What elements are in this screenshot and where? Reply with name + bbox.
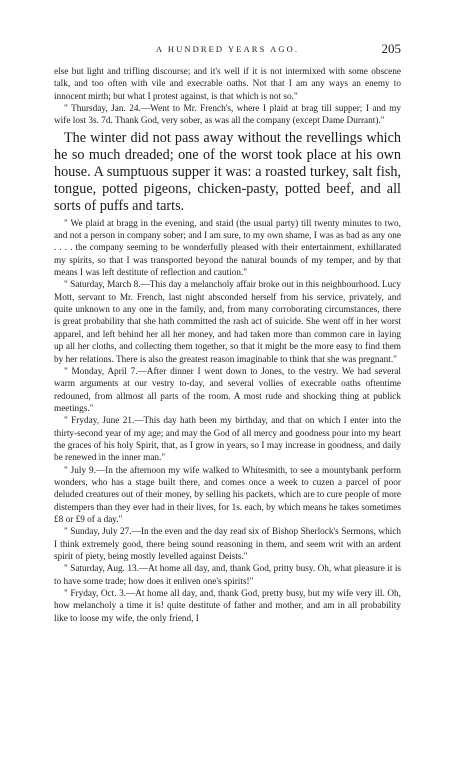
narrative-section [54, 130, 401, 215]
page-number: 205 [381, 41, 401, 56]
page-header [54, 41, 401, 58]
diary-excerpts-bottom [54, 218, 401, 625]
diary-paragraph: " Thursday, Jan. 24.—Went to Mr. French's, where I plaid at brag till supper; I and my wife lost 3s. 7d. Thank God, very sober, as was all the company (except Dame Durrant)." [54, 104, 401, 127]
diary-paragraph: " Monday, April 7.—After dinner I went down to Jones, to the vestry. We had several warm arguments at our vestry to-day, and several vollies of execrable oaths oftentime redouned, from allmost all parts of the room. A most rude and shocking thing at publick meetings." [54, 366, 401, 414]
diary-paragraph: else but light and trifling discourse; and it's well if it is not intermixed with some obscene talk, and too often with vile and execrable oaths. Not that I am any ways an enemy to innocent mirth; but what I protest against, is that which is not so." [54, 67, 401, 102]
diary-paragraph: " We plaid at bragg in the evening, and staid (the usual party) till twenty minutes to two, and not a person in company sober; and I am sure, to my own shame, I was as bad as any one . . . . the company seeming to be wonderfully pleased with their entertainment, exhillarated my spirits, so that I was transported beyond the natural bounds of my temper, and by that means I was left destitute of reflection and caution." [54, 218, 401, 279]
diary-paragraph: " July 9.—In the afternoon my wife walked to Whitesmith, to see a mountybank perform wonders, who has a stage built there, and comes once a week to cuzen a parcel of poor deluded creatures out of their money, by selling his packets, which are to cure people of more distempers than they ever had in their lives, for 1s. each, by which means he takes sometimes £8 or £9 of a day." [54, 465, 401, 525]
running-title: A HUNDRED YEARS AGO. [155, 44, 300, 54]
diary-excerpts-top [54, 66, 401, 128]
diary-paragraph: " Sunday, July 27.—In the even and the day read six of Bishop Sherlock's Sermons, which I think extremely good, there being sound reasoning in them, and seem writ with an ardent spirit of piety, being mostly levelled against Deists." [54, 527, 401, 562]
diary-paragraph: " Fryday, June 21.—This day hath been my birthday, and that on which I enter into the thirty-second year of my age; and may the God of all mercy and goodness pour into my heart the graces of his holy Spirit, that, as I grow in years, so I may increase in goodness, and daily be renewed in the inner man." [54, 416, 401, 464]
diary-paragraph: " Saturday, March 8.—This day a melancholy affair broke out in this neighbourhood. Lucy Mott, servant to Mr. French, last night absconded herself from his service, privately, and quite unknown to any one in the family, and, from many corroborating circumstances, there is great probability that she hath committed the rash act of suicide. She went off in her worst apparel, and left behind her all her money, and had taken more than common care in laying up all her cloths, and collecting them together, so that it might be the more easy to find them by her relations. There is also the greatest reason imaginable to think that she was pregnant." [54, 280, 401, 365]
narrative-paragraph: The winter did not pass away without the revellings which he so much dreaded; one of the worst took place at his own house. A sumptuous supper it was: a roasted turkey, salt fish, tongue, potted pigeons, chicken-pasty, potted beef, and all sorts of puffs and tarts. [54, 129, 401, 214]
page-body [54, 66, 401, 625]
diary-paragraph: " Fryday, Oct. 3.—At home all day, and, thank God, pretty busy, but my wife very ill. Oh, how melancholy a time it is! quite destitute of father and mother, and am in all probability like to loose my wife, the only friend, I [54, 589, 401, 624]
diary-paragraph: " Saturday, Aug. 13.—At home all day, and, thank God, pritty busy. Oh, what pleasure it is to have some trade; how does it enliven one's spirits!" [54, 564, 401, 587]
